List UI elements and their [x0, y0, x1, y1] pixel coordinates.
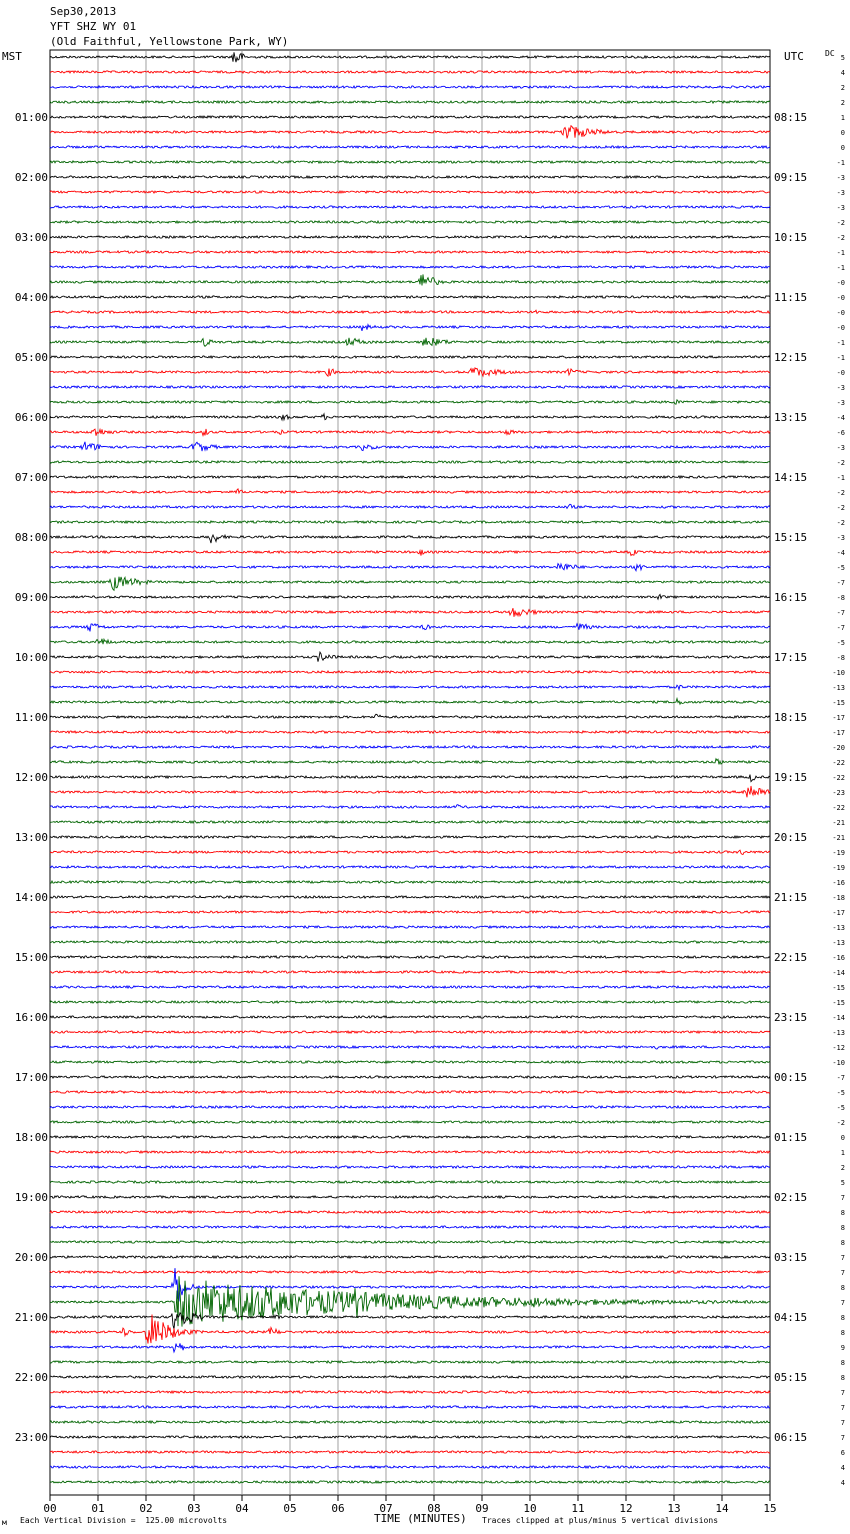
mst-time-label: 06:00 — [14, 411, 48, 424]
dc-offset-label: -1 — [836, 339, 845, 347]
dc-offset-label: 7 — [840, 1389, 845, 1397]
dc-offset-label: -3 — [836, 204, 845, 212]
seismic-trace — [50, 191, 770, 193]
utc-time-label: 22:15 — [774, 951, 808, 964]
dc-offset-label: -3 — [836, 399, 845, 407]
dc-offset-label: -1 — [836, 474, 845, 482]
dc-offset-label: -2 — [836, 1119, 845, 1127]
dc-offset-label: -10 — [832, 669, 845, 677]
station-location: (Old Faithful, Yellowstone Park, WY) — [50, 35, 289, 48]
dc-offset-label: -8 — [836, 654, 845, 662]
dc-offset-label: -0 — [836, 369, 845, 377]
seismic-trace — [50, 1136, 770, 1138]
utc-time-label: 15:15 — [774, 531, 808, 544]
dc-offset-label: -17 — [832, 909, 845, 917]
dc-offset-label: -15 — [832, 999, 845, 1007]
dc-offset-label: -2 — [836, 489, 845, 497]
dc-offset-label: -3 — [836, 384, 845, 392]
seismic-trace — [50, 221, 770, 223]
dc-offset-label: 8 — [840, 1314, 845, 1322]
dc-offset-label: 8 — [840, 1329, 845, 1337]
seismic-trace — [50, 1181, 770, 1183]
utc-time-label: 06:15 — [774, 1431, 808, 1444]
seismic-trace — [50, 1226, 770, 1228]
dc-offset-label: -6 — [836, 429, 845, 437]
seismic-trace — [50, 786, 770, 797]
utc-time-label: 09:15 — [774, 171, 808, 184]
seismic-trace — [50, 1076, 770, 1078]
dc-offset-label: -8 — [836, 594, 845, 602]
seismic-trace — [50, 1361, 770, 1363]
dc-offset-label: 4 — [840, 1479, 845, 1487]
dc-offset-label: -19 — [832, 849, 845, 857]
dc-offset-label: 2 — [840, 1164, 845, 1172]
mst-time-label: 23:00 — [14, 1431, 48, 1444]
corner-mark: м — [2, 1518, 7, 1527]
seismic-trace — [50, 986, 770, 988]
seismic-trace — [50, 146, 770, 148]
utc-time-label: 10:15 — [774, 231, 808, 244]
dc-offset-label: -0 — [836, 309, 845, 317]
seismic-trace — [50, 775, 770, 782]
seismic-trace — [50, 1466, 770, 1468]
seismic-trace — [50, 896, 770, 898]
dc-offset-label: 2 — [840, 84, 845, 92]
dc-offset-label: -14 — [832, 969, 845, 977]
dc-offset-label: -3 — [836, 174, 845, 182]
dc-offset-label: -22 — [832, 774, 845, 782]
dc-offset-label: 4 — [840, 1464, 845, 1472]
mst-time-label: 03:00 — [14, 231, 48, 244]
seismic-trace — [50, 71, 770, 73]
seismic-trace — [50, 926, 770, 928]
utc-time-label: 16:15 — [774, 591, 808, 604]
dc-offset-label: -0 — [836, 294, 845, 302]
dc-offset-label: 8 — [840, 1239, 845, 1247]
seismic-trace — [50, 941, 770, 943]
mst-time-label: 14:00 — [14, 891, 48, 904]
dc-offset-label: 1 — [840, 1149, 845, 1157]
dc-offset-label: -5 — [836, 639, 845, 647]
seismic-trace — [50, 731, 770, 733]
dc-offset-label: -23 — [832, 789, 845, 797]
seismic-trace — [50, 1196, 770, 1198]
utc-time-label: 18:15 — [774, 711, 808, 724]
dc-offset-label: -15 — [832, 984, 845, 992]
x-tick-label: 10 — [523, 1502, 537, 1515]
seismic-trace — [50, 1106, 770, 1108]
mst-axis-label: MST — [2, 50, 22, 63]
x-axis-title: TIME (MINUTES) — [374, 1512, 467, 1525]
seismic-trace — [50, 296, 770, 298]
dc-offset-label: -2 — [836, 459, 845, 467]
seismic-trace — [50, 206, 770, 208]
utc-time-label: 00:15 — [774, 1071, 808, 1084]
dc-offset-label: 8 — [840, 1359, 845, 1367]
utc-time-label: 23:15 — [774, 1011, 808, 1024]
seismic-trace — [50, 1241, 770, 1243]
dc-offset-label: -3 — [836, 534, 845, 542]
dc-offset-label: -18 — [832, 894, 845, 902]
dc-offset-label: -16 — [832, 879, 845, 887]
dc-offset-label: -5 — [836, 1104, 845, 1112]
seismic-trace — [50, 624, 770, 632]
mst-time-label: 15:00 — [14, 951, 48, 964]
dc-offset-label: 6 — [840, 1449, 845, 1457]
dc-offset-label: -7 — [836, 624, 845, 632]
seismic-trace — [50, 1481, 770, 1483]
dc-offset-label: 8 — [840, 1374, 845, 1382]
seismic-trace — [50, 116, 770, 118]
dc-offset-label: -1 — [836, 264, 845, 272]
x-tick-label: 14 — [715, 1502, 729, 1515]
dc-offset-label: 9 — [840, 1344, 845, 1352]
seismic-trace — [50, 1166, 770, 1168]
seismic-trace — [50, 1031, 770, 1033]
seismic-trace — [50, 1436, 770, 1438]
seismic-trace — [50, 685, 770, 689]
dc-offset-label: -10 — [832, 1059, 845, 1067]
mst-time-label: 01:00 — [14, 111, 48, 124]
dc-offset-label: 7 — [840, 1194, 845, 1202]
utc-time-label: 12:15 — [774, 351, 808, 364]
seismic-trace — [50, 836, 770, 838]
seismic-trace — [50, 759, 770, 765]
dc-offset-label: 7 — [840, 1419, 845, 1427]
dc-offset-label: -4 — [836, 414, 845, 422]
seismic-trace — [50, 1091, 770, 1093]
dc-offset-label: -7 — [836, 579, 845, 587]
seismic-trace — [50, 356, 770, 358]
mst-time-label: 18:00 — [14, 1131, 48, 1144]
seismic-trace — [50, 1315, 770, 1344]
dc-offset-label: -7 — [836, 1074, 845, 1082]
seismic-trace — [50, 386, 770, 388]
mst-time-label: 11:00 — [14, 711, 48, 724]
dc-offset-label: -15 — [832, 699, 845, 707]
dc-offset-label: -14 — [832, 1014, 845, 1022]
dc-offset-label: -1 — [836, 159, 845, 167]
mst-time-label: 20:00 — [14, 1251, 48, 1264]
dc-offset-label: -21 — [832, 834, 845, 842]
dc-offset-label: -21 — [832, 819, 845, 827]
dc-offset-label: -5 — [836, 564, 845, 572]
dc-offset-label: -16 — [832, 954, 845, 962]
seismic-trace — [50, 535, 770, 543]
mst-time-label: 22:00 — [14, 1371, 48, 1384]
utc-time-label: 14:15 — [774, 471, 808, 484]
utc-time-label: 20:15 — [774, 831, 808, 844]
utc-time-label: 13:15 — [774, 411, 808, 424]
seismic-trace — [50, 1271, 770, 1273]
seismic-trace — [50, 86, 770, 88]
seismic-trace — [50, 595, 770, 600]
seismic-trace — [50, 577, 770, 591]
seismic-trace — [50, 911, 770, 913]
x-tick-label: 05 — [283, 1502, 297, 1515]
mst-time-label: 07:00 — [14, 471, 48, 484]
utc-axis-label: UTC — [784, 50, 804, 63]
x-tick-label: 09 — [475, 1502, 489, 1515]
station-id: YFT SHZ WY 01 — [50, 20, 137, 33]
seismic-trace — [50, 310, 770, 313]
mst-time-label: 09:00 — [14, 591, 48, 604]
x-tick-label: 13 — [667, 1502, 681, 1515]
dc-offset-label: -0 — [836, 279, 845, 287]
dc-offset-label: 7 — [840, 1434, 845, 1442]
dc-offset-label: 8 — [840, 1284, 845, 1292]
seismic-trace — [50, 1211, 770, 1213]
mst-time-label: 12:00 — [14, 771, 48, 784]
seismic-trace — [50, 1421, 770, 1423]
x-tick-label: 15 — [763, 1502, 777, 1515]
dc-offset-label: -17 — [832, 729, 845, 737]
x-tick-label: 06 — [331, 1502, 345, 1515]
utc-time-label: 08:15 — [774, 111, 808, 124]
dc-offset-label: -22 — [832, 759, 845, 767]
mst-time-label: 19:00 — [14, 1191, 48, 1204]
seismic-trace — [50, 161, 770, 163]
mst-time-label: 21:00 — [14, 1311, 48, 1324]
dc-offset-label: 1 — [840, 114, 845, 122]
mst-time-label: 04:00 — [14, 291, 48, 304]
seismic-trace — [50, 442, 770, 451]
dc-offset-label: 0 — [840, 129, 845, 137]
dc-offset-label: 7 — [840, 1299, 845, 1307]
seismic-trace — [50, 1406, 770, 1408]
seismic-trace — [50, 1046, 770, 1049]
seismic-trace — [50, 881, 770, 883]
dc-offset-label: 8 — [840, 1224, 845, 1232]
mst-time-label: 17:00 — [14, 1071, 48, 1084]
dc-offset-label: 0 — [840, 144, 845, 152]
dc-offset-label: -2 — [836, 234, 845, 242]
dc-offset-label: 5 — [840, 54, 845, 62]
dc-offset-label: -17 — [832, 714, 845, 722]
utc-time-label: 05:15 — [774, 1371, 808, 1384]
x-tick-label: 11 — [571, 1502, 585, 1515]
scale-note: Each Vertical Division = 125.00 microvolts — [20, 1516, 228, 1525]
seismic-trace — [50, 325, 770, 331]
seismic-trace — [50, 564, 770, 571]
dc-offset-label: -7 — [836, 609, 845, 617]
mst-time-label: 16:00 — [14, 1011, 48, 1024]
mst-time-label: 02:00 — [14, 171, 48, 184]
dc-offset-label: -4 — [836, 549, 845, 557]
seismic-trace — [50, 504, 770, 508]
seismic-trace — [50, 521, 770, 523]
seismic-trace — [50, 176, 770, 178]
dc-offset-label: -13 — [832, 939, 845, 947]
dc-offset-label: -1 — [836, 354, 845, 362]
utc-time-label: 17:15 — [774, 651, 808, 664]
seismic-trace — [50, 550, 770, 556]
x-tick-label: 07 — [379, 1502, 393, 1515]
dc-offset-label: -22 — [832, 804, 845, 812]
mst-time-label: 13:00 — [14, 831, 48, 844]
dc-offset-label: 7 — [840, 1269, 845, 1277]
dc-offset-label: -19 — [832, 864, 845, 872]
seismic-trace — [50, 850, 770, 854]
dc-offset-label: -3 — [836, 444, 845, 452]
seismic-trace — [50, 1256, 770, 1258]
seismic-trace — [50, 1121, 770, 1123]
seismic-trace — [50, 476, 770, 478]
dc-offset-label: -13 — [832, 1029, 845, 1037]
dc-offset-label: -3 — [836, 189, 845, 197]
seismic-trace — [50, 101, 770, 103]
seismic-trace — [50, 461, 770, 463]
dc-offset-label: -13 — [832, 684, 845, 692]
dc-offset-label: -0 — [836, 324, 845, 332]
dc-offset-label: 7 — [840, 1404, 845, 1412]
dc-offset-label: -20 — [832, 744, 845, 752]
seismic-trace — [50, 956, 770, 958]
seismic-trace — [50, 671, 770, 673]
utc-time-label: 11:15 — [774, 291, 808, 304]
dc-offset-label: -2 — [836, 219, 845, 227]
seismic-trace — [50, 652, 770, 662]
seismic-trace — [50, 805, 770, 808]
seismic-trace — [50, 746, 770, 748]
seismic-trace — [50, 489, 770, 493]
seismic-trace — [50, 1391, 770, 1393]
seismic-trace — [50, 126, 770, 139]
x-tick-label: 00 — [43, 1502, 57, 1515]
x-tick-label: 08 — [427, 1502, 441, 1515]
dc-offset-label: -12 — [832, 1044, 845, 1052]
dc-offset-label: 0 — [840, 1134, 845, 1142]
seismic-trace — [50, 1061, 770, 1063]
utc-time-label: 19:15 — [774, 771, 808, 784]
utc-time-label: 21:15 — [774, 891, 808, 904]
seismic-trace — [50, 368, 770, 376]
seismic-trace — [50, 338, 770, 347]
utc-time-label: 03:15 — [774, 1251, 808, 1264]
seismic-trace — [50, 1343, 770, 1352]
dc-offset-label: -5 — [836, 1089, 845, 1097]
x-tick-label: 04 — [235, 1502, 249, 1515]
seismic-trace — [50, 971, 770, 973]
mst-time-label: 10:00 — [14, 651, 48, 664]
station-date: Sep30,2013 — [50, 5, 117, 18]
x-tick-label: 02 — [139, 1502, 153, 1515]
seismic-trace — [50, 1001, 770, 1003]
dc-offset-label: -2 — [836, 504, 845, 512]
seismic-trace — [50, 400, 770, 404]
utc-time-label: 02:15 — [774, 1191, 808, 1204]
seismic-trace — [50, 821, 770, 823]
seismic-trace — [50, 714, 770, 718]
seismic-trace — [50, 251, 770, 253]
dc-offset-label: -2 — [836, 519, 845, 527]
seismic-trace — [50, 429, 770, 436]
seismic-trace — [50, 266, 770, 268]
dc-offset-label: 5 — [840, 1179, 845, 1187]
utc-time-label: 01:15 — [774, 1131, 808, 1144]
seismic-trace — [50, 1376, 770, 1378]
x-tick-label: 12 — [619, 1502, 633, 1515]
dc-offset-label: 8 — [840, 1209, 845, 1217]
mst-time-label: 05:00 — [14, 351, 48, 364]
x-tick-label: 01 — [91, 1502, 105, 1515]
seismic-trace — [50, 274, 770, 285]
seismic-trace — [50, 1451, 770, 1453]
seismic-trace — [50, 52, 770, 62]
utc-time-label: 04:15 — [774, 1311, 808, 1324]
dc-offset-label: -13 — [832, 924, 845, 932]
seismic-trace — [50, 639, 770, 644]
seismic-trace — [50, 1151, 770, 1153]
seismic-trace — [50, 1276, 770, 1326]
seismic-trace — [50, 414, 770, 420]
seismic-trace — [50, 608, 770, 617]
dc-offset-label: 2 — [840, 99, 845, 107]
seismic-trace — [50, 236, 770, 238]
x-tick-label: 03 — [187, 1502, 201, 1515]
clip-note: Traces clipped at plus/minus 5 vertical divisions — [482, 1516, 719, 1525]
dc-offset-label: 4 — [840, 69, 845, 77]
seismic-trace — [50, 866, 770, 868]
dc-label: DC — [825, 49, 835, 58]
seismic-trace — [50, 699, 770, 705]
mst-time-label: 08:00 — [14, 531, 48, 544]
seismic-trace — [50, 1016, 770, 1018]
dc-offset-label: -1 — [836, 249, 845, 257]
dc-offset-label: 7 — [840, 1254, 845, 1262]
